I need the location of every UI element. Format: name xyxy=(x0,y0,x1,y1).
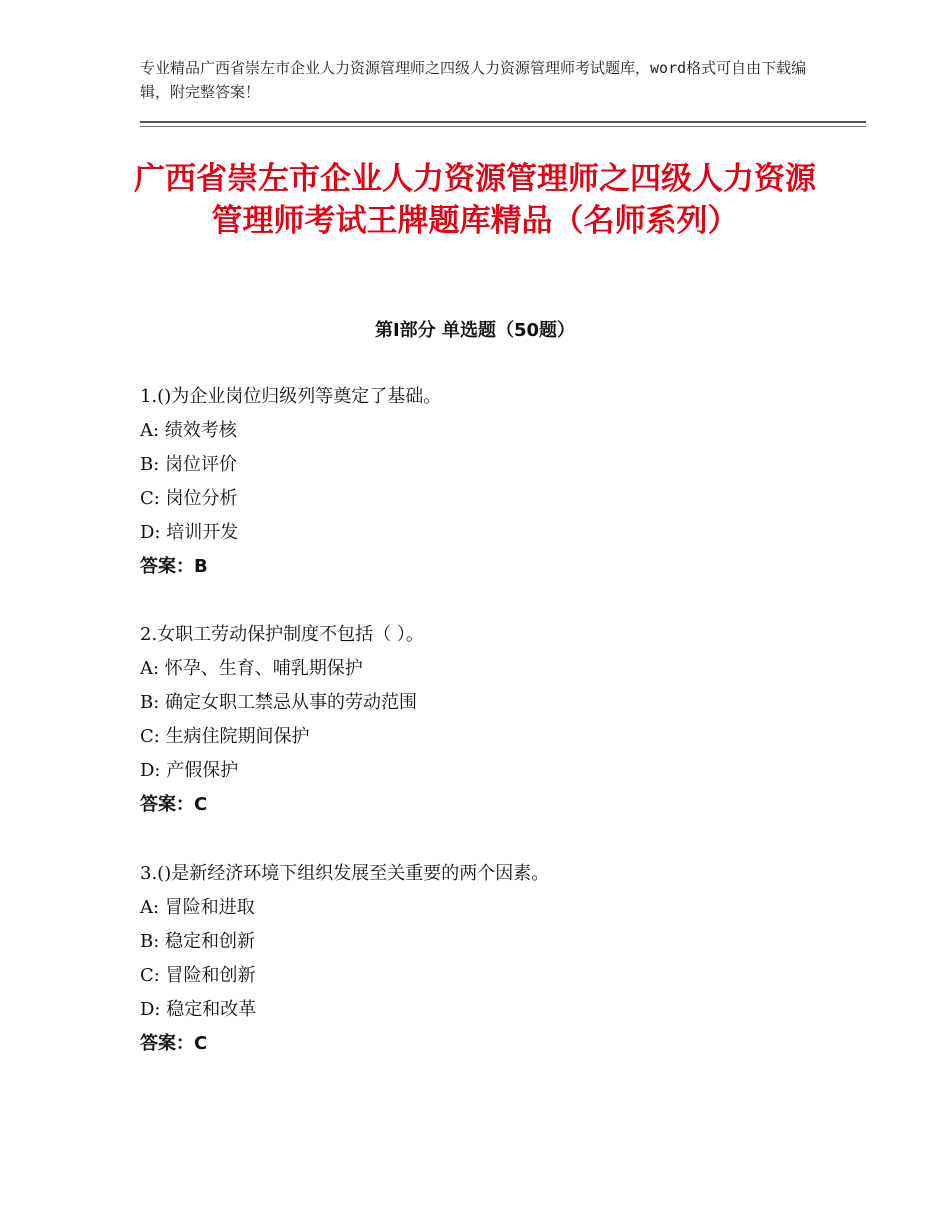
question-block xyxy=(140,618,860,822)
option-c: C: 生病住院期间保护 xyxy=(140,726,310,747)
question-stem: 1.()为企业岗位归级列等奠定了基础。 xyxy=(140,386,442,407)
header-divider-thin xyxy=(140,126,866,127)
section-title: 第Ⅰ部分 单选题（50题） xyxy=(374,320,575,341)
option-b: B: 岗位评价 xyxy=(140,454,238,475)
question-stem: 2.女职工劳动保护制度不包括（ ）。 xyxy=(140,624,424,645)
option-d: D: 培训开发 xyxy=(140,522,239,543)
question-block xyxy=(140,380,860,584)
option-b: B: 稳定和创新 xyxy=(140,931,256,952)
option-c: C: 冒险和创新 xyxy=(140,965,256,986)
header-note: 专业精品广西省崇左市企业人力资源管理师之四级人力资源管理师考试题库，word格式可自由下载编辑，附完整答案！ xyxy=(140,59,807,101)
option-a: A: 冒险和进取 xyxy=(140,897,255,918)
option-a: A: 怀孕、生育、哺乳期保护 xyxy=(140,658,363,679)
answer-line: 答案：C xyxy=(140,794,208,815)
answer-line: 答案：B xyxy=(140,556,208,577)
option-a: A: 绩效考核 xyxy=(140,420,237,441)
option-d: D: 产假保护 xyxy=(140,760,239,781)
header-divider-thick xyxy=(140,121,866,123)
question-stem: 3.()是新经济环境下组织发展至关重要的两个因素。 xyxy=(140,863,550,884)
option-c: C: 岗位分析 xyxy=(140,488,238,509)
document-title: 广西省崇左市企业人力资源管理师之四级人力资源管理师考试王牌题库精品（名师系列） xyxy=(134,161,816,239)
option-b: B: 确定女职工禁忌从事的劳动范围 xyxy=(140,692,418,713)
question-block xyxy=(140,857,860,1061)
option-d: D: 稳定和改革 xyxy=(140,999,257,1020)
answer-line: 答案：C xyxy=(140,1033,208,1054)
